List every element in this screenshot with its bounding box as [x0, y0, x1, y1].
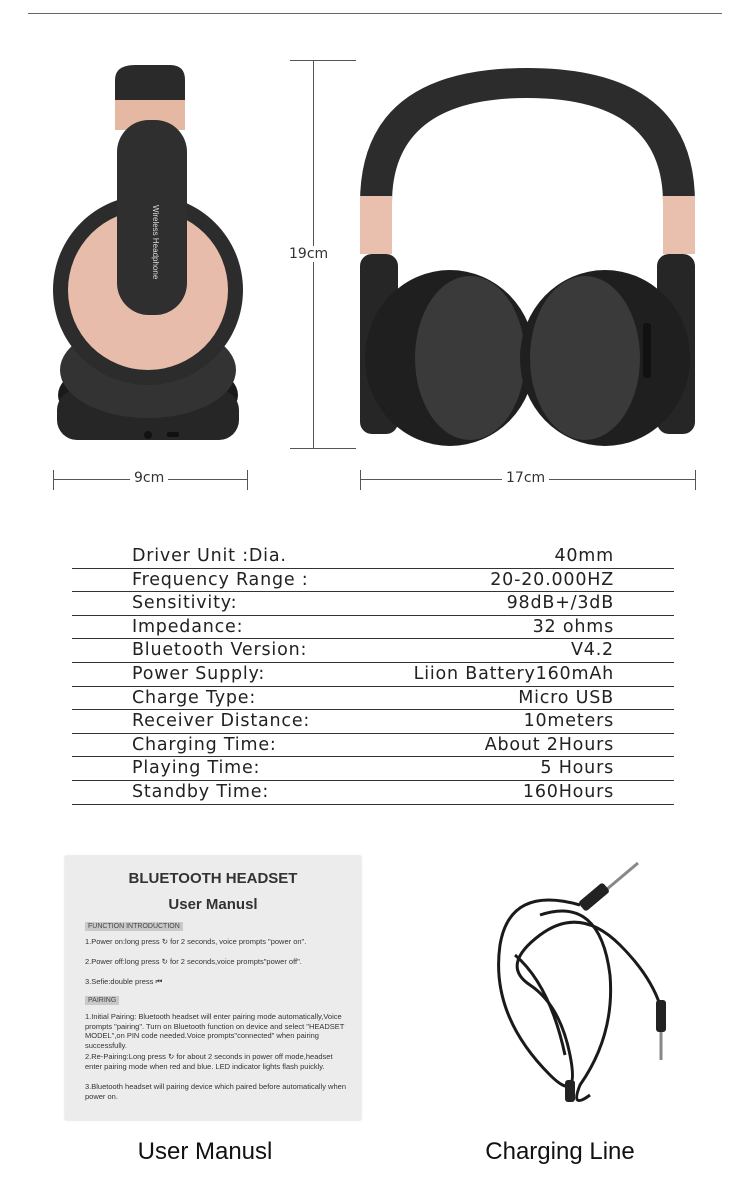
- manual-subtitle: User Manusl: [168, 896, 258, 913]
- manual-item-selfie: 3.Sefie:double press ⏮: [85, 977, 163, 986]
- spec-label: Sensitivity:: [132, 593, 238, 614]
- spec-table: [72, 545, 674, 805]
- spec-value: Micro USB: [518, 687, 614, 708]
- spec-row-sensitivity: [72, 592, 674, 616]
- height-tick-top: [290, 60, 356, 61]
- user-manual-sheet: [65, 856, 361, 1120]
- spec-label: Receiver Distance:: [132, 711, 311, 732]
- height-label: 19cm: [285, 246, 332, 262]
- spec-label: Frequency Range :: [132, 569, 309, 590]
- spec-label: Standby Time:: [132, 781, 270, 802]
- spec-value: 40mm: [554, 546, 614, 566]
- manual-item-power-on: 1.Power on:long press ↻ for 2 seconds, voice prompts "power on".: [85, 937, 307, 946]
- spec-row-driver: [72, 545, 674, 569]
- spec-value: 160Hours: [522, 781, 614, 802]
- front-width-tick-left: [360, 470, 361, 490]
- manual-title: BLUETOOTH HEADSET: [128, 870, 298, 887]
- spec-label: Bluetooth Version:: [132, 640, 308, 661]
- top-divider: [28, 13, 722, 14]
- spec-row-receiver: [72, 710, 674, 734]
- spec-label: Impedance:: [132, 616, 244, 637]
- spec-value: About 2Hours: [484, 734, 614, 755]
- caption-user-manual: User Manusl: [137, 1138, 273, 1165]
- spec-row-bluetooth: [72, 639, 674, 663]
- manual-item-power-off: 2.Power off:long press ↻ for 2 seconds,voice prompts"power off".: [85, 957, 302, 966]
- spec-value: 98dB+/3dB: [506, 593, 614, 614]
- cap-text: Wireless Headphone: [151, 205, 160, 280]
- side-width-tick-right: [247, 470, 248, 490]
- side-width-tick-left: [53, 470, 54, 490]
- spec-value: 10meters: [523, 711, 614, 732]
- spec-label: Driver Unit :Dia.: [132, 546, 287, 566]
- spec-row-charging-time: [72, 734, 674, 758]
- manual-pairing-repair: 2.Re-Pairing:Long press ↻ for about 2 seconds in power off mode,headset enter pairing mode when red and blue. LED indicator lights flash puickly.: [85, 1052, 333, 1071]
- headphone-side-view: [45, 60, 255, 450]
- manual-section-function: FUNCTION INTRODUCTION: [85, 922, 183, 931]
- side-width-label: 9cm: [130, 470, 168, 486]
- spec-row-standby: [72, 781, 674, 805]
- spec-row-playing-time: [72, 757, 674, 781]
- spec-value: 20-20.000HZ: [490, 569, 614, 590]
- spec-value: V4.2: [570, 640, 614, 661]
- spec-label: Charging Time:: [132, 734, 277, 755]
- spec-row-frequency: [72, 569, 674, 593]
- manual-section-pairing: PAIRING: [85, 996, 119, 1005]
- spec-value: 5 Hours: [540, 758, 614, 779]
- spec-label: Playing Time:: [132, 758, 261, 779]
- manual-pairing-auto: 3.Bluetooth headset will pairing device which paired before automatically when power on.: [85, 1082, 346, 1101]
- charging-cable-image: [470, 855, 690, 1125]
- spec-row-charge-type: [72, 687, 674, 711]
- height-tick-bottom: [290, 448, 356, 449]
- spec-label: Charge Type:: [132, 687, 257, 708]
- manual-pairing-initial: 1.Initial Pairing: Bluetooth headset will enter pairing mode automatically,Voice prompts "pairing". Turn on Bluetooth function on device and select "HEADSET MODEL",on PIN code needed.Voice prompts"connected" when pairing successfully.: [85, 1012, 345, 1050]
- spec-value: Liion Battery160mAh: [413, 663, 614, 684]
- spec-row-impedance: [72, 616, 674, 640]
- caption-charging-line: Charging Line: [485, 1138, 635, 1165]
- front-width-label: 17cm: [502, 470, 549, 486]
- headphone-front-view: [355, 58, 700, 448]
- spec-row-power: [72, 663, 674, 687]
- spec-label: Power Supply:: [132, 663, 266, 684]
- spec-value: 32 ohms: [532, 616, 614, 637]
- front-width-tick-right: [695, 470, 696, 490]
